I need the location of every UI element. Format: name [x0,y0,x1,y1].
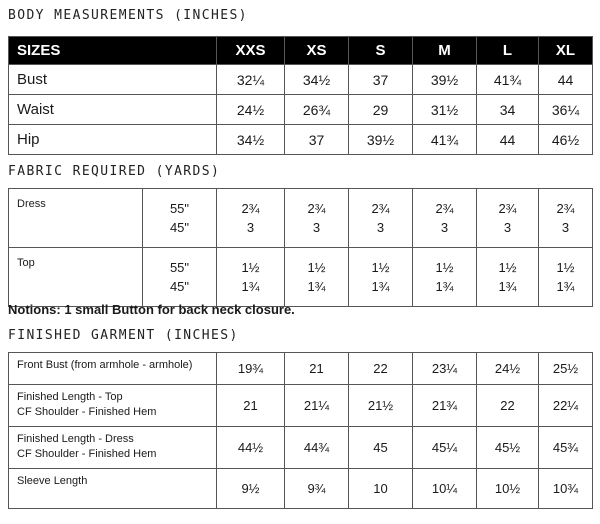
table-cell: 41¾ [413,125,477,155]
table-cell: 37 [285,125,349,155]
table-cell: 21 [285,353,349,385]
table-cell: 10½ [477,469,539,509]
table-cell: 9¾ [285,469,349,509]
table-row [9,189,593,248]
fabric-width-cell: 55" 45" [143,189,217,248]
table-cell: 10 [349,469,413,509]
table-cell: 34½ [217,125,285,155]
fabric-required-heading: FABRIC REQUIRED (YARDS) [8,164,221,179]
table-cell: 21 [217,385,285,427]
table-row [9,385,593,427]
table-cell: 2¾ 3 [349,189,413,248]
table-cell: 24½ [217,95,285,125]
table-cell: 46½ [539,125,593,155]
table-cell: 32¼ [217,65,285,95]
sizes-header: SIZES [9,37,217,65]
table-row [9,353,593,385]
size-header: L [477,37,539,65]
table-cell: 45¾ [539,427,593,469]
table-cell: 1½ 1¾ [349,248,413,307]
table-cell: 34 [477,95,539,125]
body-measurements-heading: BODY MEASUREMENTS (INCHES) [8,8,248,23]
row-label: Finished Length - Top CF Shoulder - Finished Hem [9,385,217,427]
table-row [9,469,593,509]
table-cell: 45¼ [413,427,477,469]
finished-garment-heading: FINISHED GARMENT (INCHES) [8,328,239,343]
table-cell: 22¼ [539,385,593,427]
table-cell: 37 [349,65,413,95]
fabric-width-cell: 55" 45" [143,248,217,307]
table-cell: 1½ 1¾ [539,248,593,307]
table-header-row [9,37,593,65]
table-cell: 1½ 1¾ [217,248,285,307]
table-cell: 21½ [349,385,413,427]
row-label: Waist [9,95,217,125]
table-cell: 2¾ 3 [285,189,349,248]
table-cell: 21¼ [285,385,349,427]
table-cell: 44½ [217,427,285,469]
table-cell: 41¾ [477,65,539,95]
table-cell: 1½ 1¾ [413,248,477,307]
row-label: Sleeve Length [9,469,217,509]
table-cell: 24½ [477,353,539,385]
row-label: Front Bust (from armhole - armhole) [9,353,217,385]
table-cell: 2¾ 3 [413,189,477,248]
table-cell: 10¾ [539,469,593,509]
row-label: Bust [9,65,217,95]
table-cell: 1½ 1¾ [285,248,349,307]
table-cell: 44 [539,65,593,95]
table-cell: 34½ [285,65,349,95]
table-cell: 44 [477,125,539,155]
table-cell: 44¾ [285,427,349,469]
table-cell: 21¾ [413,385,477,427]
size-header: M [413,37,477,65]
row-label: Finished Length - Dress CF Shoulder - Finished Hem [9,427,217,469]
size-header: XL [539,37,593,65]
table-cell: 31½ [413,95,477,125]
size-header: XS [285,37,349,65]
table-cell: 10¼ [413,469,477,509]
table-cell: 2¾ 3 [539,189,593,248]
finished-garment-table [8,352,593,509]
fabric-required-table [8,188,593,307]
size-header: S [349,37,413,65]
table-cell: 19¾ [217,353,285,385]
table-cell: 2¾ 3 [477,189,539,248]
table-cell: 25½ [539,353,593,385]
table-cell: 9½ [217,469,285,509]
table-cell: 2¾ 3 [217,189,285,248]
table-cell: 26¾ [285,95,349,125]
table-row [9,95,593,125]
table-cell: 1½ 1¾ [477,248,539,307]
table-cell: 23¼ [413,353,477,385]
table-cell: 39½ [349,125,413,155]
table-row [9,65,593,95]
row-label: Hip [9,125,217,155]
table-cell: 29 [349,95,413,125]
table-row [9,427,593,469]
size-header: XXS [217,37,285,65]
table-row [9,248,593,307]
table-cell: 36¼ [539,95,593,125]
body-measurements-table [8,36,593,155]
table-row [9,125,593,155]
table-cell: 22 [349,353,413,385]
table-cell: 22 [477,385,539,427]
table-cell: 45½ [477,427,539,469]
table-cell: 39½ [413,65,477,95]
row-label: Dress [9,189,143,248]
table-cell: 45 [349,427,413,469]
row-label: Top [9,248,143,307]
notions-text: Notions: 1 small Button for back neck closure. [8,302,295,317]
